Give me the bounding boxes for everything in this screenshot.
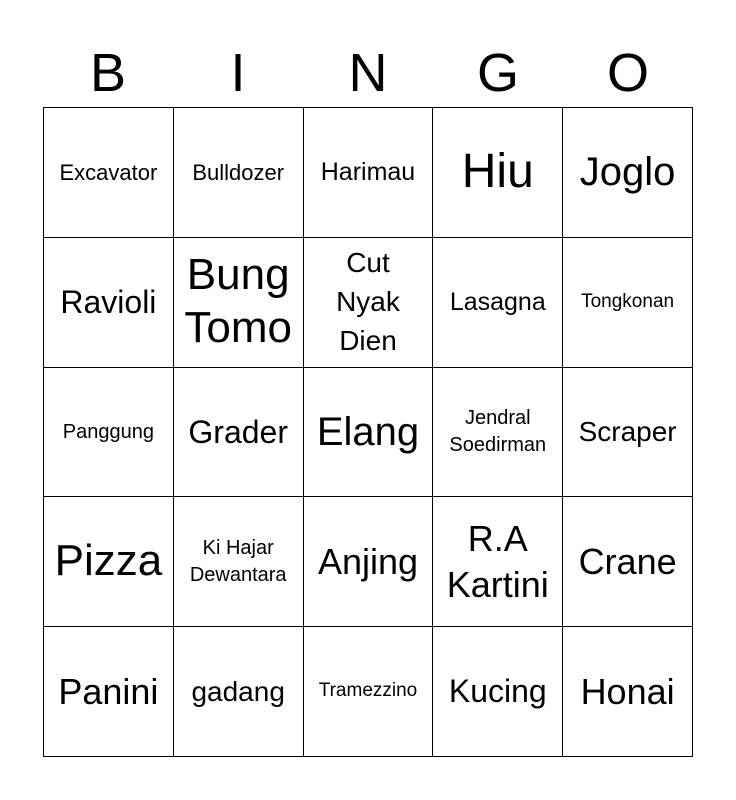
bingo-card <box>43 107 693 757</box>
cell-label: Kucing <box>448 673 547 710</box>
bingo-cell-r2-c5[interactable] <box>563 238 693 368</box>
cell-label: Tongkonan <box>581 290 675 312</box>
cell-label: Hiu <box>461 145 534 198</box>
bingo-cell-r5-c1[interactable] <box>44 627 174 757</box>
bingo-cell-r4-c2[interactable] <box>174 497 304 627</box>
bingo-cell-r2-c1[interactable] <box>44 238 174 368</box>
bingo-cell-r4-c3[interactable] <box>304 497 434 627</box>
cell-label: Excavator <box>59 159 158 185</box>
bingo-cell-r1-c1[interactable] <box>44 108 174 238</box>
bingo-cell-r3-c1[interactable] <box>44 368 174 498</box>
cell-label: Ki Hajar Dewantara <box>189 536 287 586</box>
bingo-cell-r1-c3[interactable] <box>304 108 434 238</box>
bingo-cell-r5-c5[interactable] <box>563 627 693 757</box>
bingo-cell-r5-c3[interactable] <box>304 627 434 757</box>
cell-label: Cut Nyak Dien <box>336 247 400 356</box>
cell-label: Anjing <box>317 541 419 583</box>
header-letter-n: N <box>348 43 388 103</box>
bingo-cell-r2-c3[interactable] <box>304 238 434 368</box>
bingo-cell-r3-c5[interactable] <box>563 368 693 498</box>
header-letter-i: I <box>230 43 246 103</box>
header-letter-o: O <box>606 43 649 103</box>
bingo-cell-r2-c4[interactable] <box>433 238 563 368</box>
cell-label: R.A Kartini <box>446 517 549 605</box>
bingo-cell-r5-c4[interactable] <box>433 627 563 757</box>
cell-label: gadang <box>191 675 285 707</box>
cell-label: Jendral Soedirman <box>449 406 547 456</box>
cell-label: Scraper <box>578 416 677 448</box>
bingo-cell-r1-c5[interactable] <box>563 108 693 238</box>
cell-label: Panini <box>58 671 159 712</box>
header-letter-b: B <box>89 43 127 103</box>
cell-label: Ravioli <box>60 284 157 320</box>
bingo-cell-r3-c4[interactable] <box>433 368 563 498</box>
bingo-cell-r3-c3[interactable] <box>304 368 434 498</box>
cell-label: Pizza <box>54 536 163 586</box>
cell-label: Crane <box>578 541 677 583</box>
cell-label: Bung Tomo <box>184 250 292 353</box>
cell-label: Harimau <box>320 157 416 186</box>
bingo-cell-r3-c2[interactable] <box>174 368 304 498</box>
bingo-cell-r1-c2[interactable] <box>174 108 304 238</box>
bingo-cell-r5-c2[interactable] <box>174 627 304 757</box>
cell-label: Honai <box>580 671 675 712</box>
cell-label: Grader <box>188 413 288 450</box>
bingo-cell-r4-c1[interactable] <box>44 497 174 627</box>
cell-label: Tramezzino <box>318 680 418 702</box>
bingo-cell-r2-c2[interactable] <box>174 238 304 368</box>
header-letter-g: G <box>476 43 519 103</box>
cell-label: Lasagna <box>449 287 546 316</box>
cell-label: Elang <box>316 409 420 454</box>
cell-label: Bulldozer <box>192 159 285 185</box>
cell-label: Joglo <box>579 150 676 195</box>
bingo-cell-r4-c4[interactable] <box>433 497 563 627</box>
cell-label: Panggung <box>62 420 154 443</box>
bingo-header <box>43 40 693 106</box>
bingo-cell-r4-c5[interactable] <box>563 497 693 627</box>
bingo-cell-r1-c4[interactable] <box>433 108 563 238</box>
